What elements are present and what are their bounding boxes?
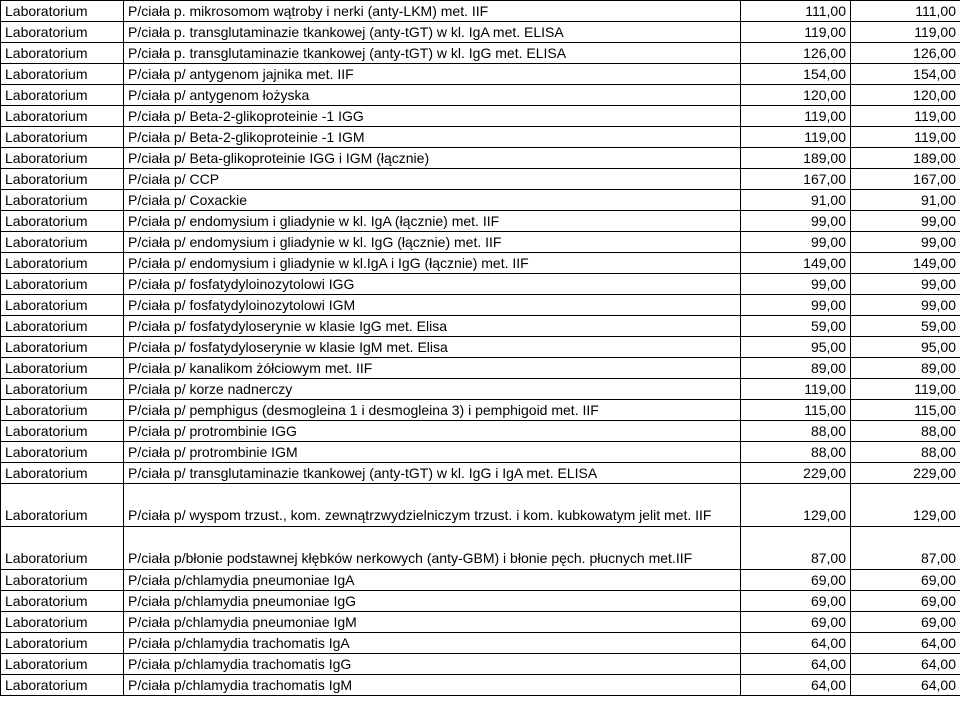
price-cell: 167,00 bbox=[741, 169, 851, 190]
table-row bbox=[1, 127, 960, 148]
department-cell: Laboratorium bbox=[1, 570, 124, 591]
table-row bbox=[1, 148, 960, 169]
price-cell-2: 69,00 bbox=[851, 591, 960, 612]
test-name-cell: P/ciała p/ protrombinie IGM bbox=[124, 442, 741, 463]
test-name-cell: P/ciała p/ fosfatydyloinozytolowi IGM bbox=[124, 295, 741, 316]
test-name-cell: P/ciała p/chlamydia pneumoniae IgA bbox=[124, 570, 741, 591]
table-row bbox=[1, 654, 960, 675]
test-name-cell: P/ciała p/ Beta-2-glikoproteinie -1 IGG bbox=[124, 106, 741, 127]
table-row bbox=[1, 612, 960, 633]
test-name-cell: P/ciała p/ endomysium i gliadynie w kl.IgA i IgG (łącznie) met. IIF bbox=[124, 253, 741, 274]
price-cell: 129,00 bbox=[741, 484, 851, 527]
department-cell: Laboratorium bbox=[1, 654, 124, 675]
price-cell-2: 229,00 bbox=[851, 463, 960, 484]
test-name-cell: P/ciała p/ fosfatydyloserynie w klasie IgG met. Elisa bbox=[124, 316, 741, 337]
price-cell: 91,00 bbox=[741, 190, 851, 211]
department-cell: Laboratorium bbox=[1, 43, 124, 64]
price-cell-2: 115,00 bbox=[851, 400, 960, 421]
price-cell: 149,00 bbox=[741, 253, 851, 274]
price-cell: 120,00 bbox=[741, 85, 851, 106]
department-cell: Laboratorium bbox=[1, 484, 124, 527]
price-cell-2: 99,00 bbox=[851, 274, 960, 295]
table-row bbox=[1, 591, 960, 612]
test-name-cell: P/ciała p/chlamydia trachomatis IgM bbox=[124, 675, 741, 696]
price-cell: 95,00 bbox=[741, 337, 851, 358]
price-cell: 111,00 bbox=[741, 1, 851, 22]
price-cell: 119,00 bbox=[741, 127, 851, 148]
price-cell: 119,00 bbox=[741, 22, 851, 43]
price-cell-2: 119,00 bbox=[851, 127, 960, 148]
price-cell: 69,00 bbox=[741, 570, 851, 591]
test-name-cell: P/ciała p. transglutaminazie tkankowej (anty-tGT) w kl. IgA met. ELISA bbox=[124, 22, 741, 43]
test-name-cell: P/ciała p/ antygenom łożyska bbox=[124, 85, 741, 106]
price-cell-2: 149,00 bbox=[851, 253, 960, 274]
price-cell: 89,00 bbox=[741, 358, 851, 379]
price-cell: 99,00 bbox=[741, 211, 851, 232]
price-cell-2: 154,00 bbox=[851, 64, 960, 85]
price-cell-2: 111,00 bbox=[851, 1, 960, 22]
table-row bbox=[1, 43, 960, 64]
price-cell-2: 99,00 bbox=[851, 211, 960, 232]
table-row bbox=[1, 295, 960, 316]
department-cell: Laboratorium bbox=[1, 190, 124, 211]
department-cell: Laboratorium bbox=[1, 591, 124, 612]
price-cell-2: 88,00 bbox=[851, 421, 960, 442]
price-cell: 88,00 bbox=[741, 421, 851, 442]
test-name-cell: P/ciała p/ CCP bbox=[124, 169, 741, 190]
table-row bbox=[1, 400, 960, 421]
price-cell-2: 99,00 bbox=[851, 232, 960, 253]
test-name-cell: P/ciała p/ korze nadnerczy bbox=[124, 379, 741, 400]
table-row bbox=[1, 1, 960, 22]
table-row bbox=[1, 442, 960, 463]
department-cell: Laboratorium bbox=[1, 527, 124, 570]
price-table-body bbox=[1, 1, 960, 696]
department-cell: Laboratorium bbox=[1, 85, 124, 106]
table-row bbox=[1, 85, 960, 106]
price-cell-2: 129,00 bbox=[851, 484, 960, 527]
price-cell-2: 69,00 bbox=[851, 612, 960, 633]
price-cell-2: 88,00 bbox=[851, 442, 960, 463]
price-cell: 189,00 bbox=[741, 148, 851, 169]
price-cell-2: 95,00 bbox=[851, 337, 960, 358]
table-row bbox=[1, 253, 960, 274]
table-row bbox=[1, 64, 960, 85]
department-cell: Laboratorium bbox=[1, 274, 124, 295]
price-cell-2: 91,00 bbox=[851, 190, 960, 211]
price-cell: 64,00 bbox=[741, 633, 851, 654]
test-name-cell: P/ciała p/ Beta-glikoproteinie IGG i IGM (łącznie) bbox=[124, 148, 741, 169]
table-row bbox=[1, 106, 960, 127]
test-name-cell: P/ciała p/ endomysium i gliadynie w kl. IgA (łącznie) met. IIF bbox=[124, 211, 741, 232]
price-cell-2: 126,00 bbox=[851, 43, 960, 64]
department-cell: Laboratorium bbox=[1, 148, 124, 169]
price-cell-2: 69,00 bbox=[851, 570, 960, 591]
table-row bbox=[1, 211, 960, 232]
test-name-cell: P/ciała p/ wyspom trzust., kom. zewnątrzwydzielniczym trzust. i kom. kubkowatym jelit met. IIF bbox=[124, 484, 741, 527]
test-name-cell: P/ciała p. mikrosomom wątroby i nerki (anty-LKM) met. IIF bbox=[124, 1, 741, 22]
price-cell-2: 119,00 bbox=[851, 379, 960, 400]
test-name-cell: P/ciała p/ kanalikom żółciowym met. IIF bbox=[124, 358, 741, 379]
price-cell-2: 59,00 bbox=[851, 316, 960, 337]
price-cell-2: 120,00 bbox=[851, 85, 960, 106]
department-cell: Laboratorium bbox=[1, 442, 124, 463]
test-name-cell: P/ciała p/ protrombinie IGG bbox=[124, 421, 741, 442]
department-cell: Laboratorium bbox=[1, 253, 124, 274]
department-cell: Laboratorium bbox=[1, 106, 124, 127]
table-row bbox=[1, 421, 960, 442]
price-cell: 99,00 bbox=[741, 274, 851, 295]
price-cell: 126,00 bbox=[741, 43, 851, 64]
test-name-cell: P/ciała p/chlamydia trachomatis IgA bbox=[124, 633, 741, 654]
department-cell: Laboratorium bbox=[1, 1, 124, 22]
department-cell: Laboratorium bbox=[1, 232, 124, 253]
department-cell: Laboratorium bbox=[1, 379, 124, 400]
department-cell: Laboratorium bbox=[1, 316, 124, 337]
test-name-cell: P/ciała p/ fosfatydyloinozytolowi IGG bbox=[124, 274, 741, 295]
department-cell: Laboratorium bbox=[1, 463, 124, 484]
price-cell-2: 119,00 bbox=[851, 106, 960, 127]
table-row bbox=[1, 633, 960, 654]
test-name-cell: P/ciała p/ endomysium i gliadynie w kl. IgG (łącznie) met. IIF bbox=[124, 232, 741, 253]
price-cell: 229,00 bbox=[741, 463, 851, 484]
test-name-cell: P/ciała p/ Coxackie bbox=[124, 190, 741, 211]
price-cell: 88,00 bbox=[741, 442, 851, 463]
test-name-cell: P/ciała p/ transglutaminazie tkankowej (anty-tGT) w kl. IgG i IgA met. ELISA bbox=[124, 463, 741, 484]
price-cell-2: 189,00 bbox=[851, 148, 960, 169]
department-cell: Laboratorium bbox=[1, 421, 124, 442]
test-name-cell: P/ciała p/chlamydia trachomatis IgG bbox=[124, 654, 741, 675]
price-cell: 69,00 bbox=[741, 612, 851, 633]
table-row bbox=[1, 570, 960, 591]
price-cell-2: 64,00 bbox=[851, 633, 960, 654]
department-cell: Laboratorium bbox=[1, 295, 124, 316]
department-cell: Laboratorium bbox=[1, 64, 124, 85]
price-cell: 154,00 bbox=[741, 64, 851, 85]
department-cell: Laboratorium bbox=[1, 612, 124, 633]
price-cell-2: 64,00 bbox=[851, 675, 960, 696]
department-cell: Laboratorium bbox=[1, 400, 124, 421]
price-cell: 69,00 bbox=[741, 591, 851, 612]
price-cell-2: 167,00 bbox=[851, 169, 960, 190]
price-cell: 87,00 bbox=[741, 527, 851, 570]
test-name-cell: P/ciała p/chlamydia pneumoniae IgG bbox=[124, 591, 741, 612]
test-name-cell: P/ciała p/ Beta-2-glikoproteinie -1 IGM bbox=[124, 127, 741, 148]
test-name-cell: P/ciała p/ pemphigus (desmogleina 1 i desmogleina 3) i pemphigoid met. IIF bbox=[124, 400, 741, 421]
table-row bbox=[1, 527, 960, 570]
table-row bbox=[1, 337, 960, 358]
department-cell: Laboratorium bbox=[1, 127, 124, 148]
price-cell-2: 89,00 bbox=[851, 358, 960, 379]
test-name-cell: P/ciała p/ fosfatydyloserynie w klasie IgM met. Elisa bbox=[124, 337, 741, 358]
test-name-cell: P/ciała p/chlamydia pneumoniae IgM bbox=[124, 612, 741, 633]
price-cell-2: 119,00 bbox=[851, 22, 960, 43]
price-cell: 115,00 bbox=[741, 400, 851, 421]
price-cell: 119,00 bbox=[741, 106, 851, 127]
department-cell: Laboratorium bbox=[1, 22, 124, 43]
department-cell: Laboratorium bbox=[1, 675, 124, 696]
table-row bbox=[1, 22, 960, 43]
price-cell-2: 64,00 bbox=[851, 654, 960, 675]
department-cell: Laboratorium bbox=[1, 633, 124, 654]
test-name-cell: P/ciała p. transglutaminazie tkankowej (anty-tGT) w kl. IgG met. ELISA bbox=[124, 43, 741, 64]
test-name-cell: P/ciała p/błonie podstawnej kłębków nerkowych (anty-GBM) i błonie pęch. płucnych met.IIF bbox=[124, 527, 741, 570]
table-row bbox=[1, 274, 960, 295]
table-row bbox=[1, 358, 960, 379]
department-cell: Laboratorium bbox=[1, 358, 124, 379]
price-cell-2: 99,00 bbox=[851, 295, 960, 316]
table-row bbox=[1, 463, 960, 484]
table-row bbox=[1, 675, 960, 696]
price-cell: 59,00 bbox=[741, 316, 851, 337]
table-row bbox=[1, 169, 960, 190]
table-row bbox=[1, 232, 960, 253]
price-cell: 64,00 bbox=[741, 675, 851, 696]
price-cell: 99,00 bbox=[741, 295, 851, 316]
price-cell: 99,00 bbox=[741, 232, 851, 253]
department-cell: Laboratorium bbox=[1, 337, 124, 358]
table-row bbox=[1, 316, 960, 337]
table-row bbox=[1, 379, 960, 400]
department-cell: Laboratorium bbox=[1, 211, 124, 232]
table-row bbox=[1, 190, 960, 211]
test-name-cell: P/ciała p/ antygenom jajnika met. IIF bbox=[124, 64, 741, 85]
table-row bbox=[1, 484, 960, 527]
price-cell: 119,00 bbox=[741, 379, 851, 400]
price-cell: 64,00 bbox=[741, 654, 851, 675]
price-cell-2: 87,00 bbox=[851, 527, 960, 570]
department-cell: Laboratorium bbox=[1, 169, 124, 190]
